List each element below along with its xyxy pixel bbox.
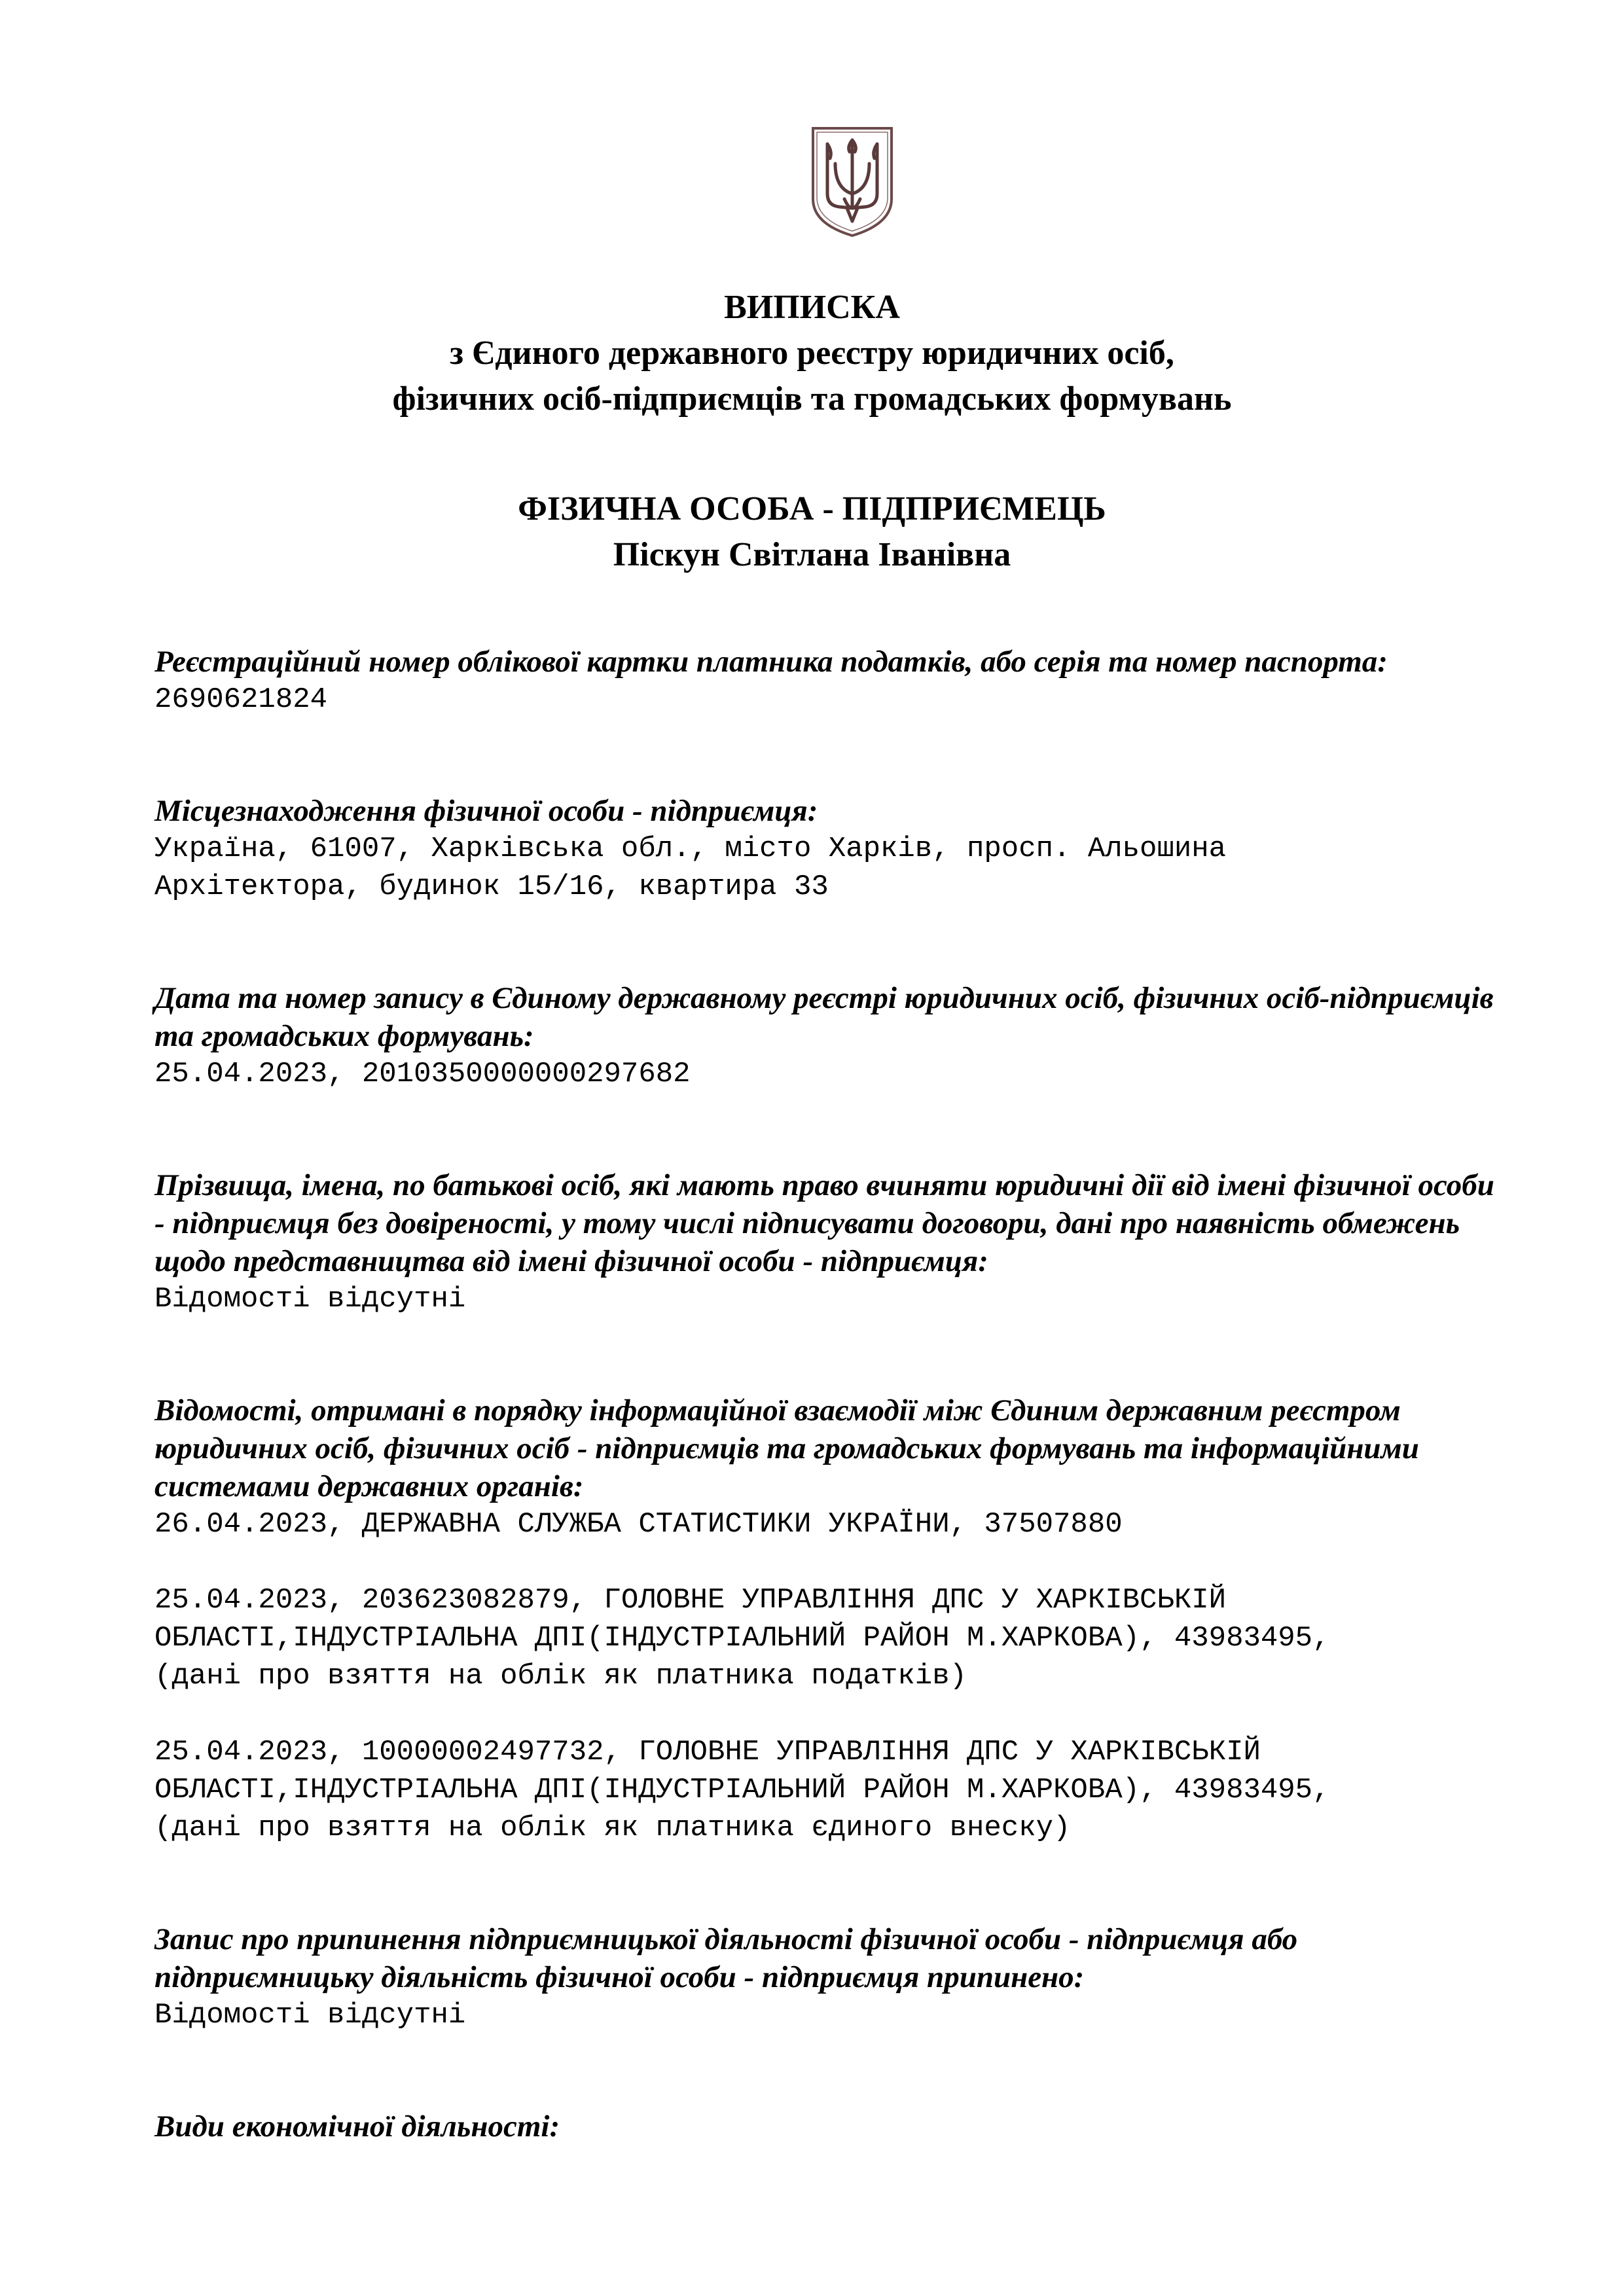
- interaction-entry: 25.04.2023, 10000002497732, ГОЛОВНЕ УПРАВЛІННЯ ДПС У ХАРКІВСЬКІЙ ОБЛАСТІ,ІНДУСТРІАЛЬНА ДПІ(ІНДУСТРІАЛЬНИЙ РАЙОН М.ХАРКОВА), 43983495, (дані про взяття на облік як платника єдиного внеску): [154, 1736, 1330, 1844]
- document-subtitle-line-2: фізичних осіб-підприємців та громадських формувань: [392, 380, 1232, 418]
- trident-coat-of-arms-icon: [810, 126, 894, 238]
- termination-value: Відомості відсутні: [154, 1999, 466, 2032]
- section-location: [154, 792, 1503, 906]
- record-date-value: 25.04.2023, 2010350000000297682: [154, 1058, 691, 1090]
- section-label: Місцезнаходження фізичної особи - підприємця:: [154, 794, 818, 828]
- location-value: Україна, 61007, Харківська обл., місто Харків, просп. Альошина Архітектора, будинок 15/16, квартира 33: [154, 833, 1227, 903]
- section-termination: [154, 1920, 1503, 2034]
- section-label: Дата та номер запису в Єдиному державному реєстрі юридичних осіб, фізичних осіб-підприємців та громадських формувань:: [154, 981, 1494, 1053]
- representatives-value: Відомості відсутні: [154, 1283, 466, 1316]
- section-label: Види економічної діяльності:: [154, 2109, 560, 2144]
- section-record-date: [154, 979, 1503, 1093]
- entity-type-heading: ФІЗИЧНА ОСОБА - ПІДПРИЄМЕЦЬ: [518, 490, 1106, 528]
- section-interaction-info: [154, 1391, 1503, 1847]
- section-label: Прізвища, імена, по батькові осіб, які мають право вчиняти юридичні дії від імені фізичної особи - підприємця без довіреності, у тому числі підписувати договори, дані про наявність обмежень щодо представництва від імені фізичної особи - підприємця:: [154, 1168, 1494, 1278]
- section-label: Реєстраційний номер облікової картки платника податків, або серія та номер паспорта:: [154, 645, 1388, 679]
- entity-name-heading: Піскун Світлана Іванівна: [613, 536, 1011, 573]
- tax-number-value: 2690621824: [154, 683, 328, 716]
- interaction-entry: 25.04.2023, 203623082879, ГОЛОВНЕ УПРАВЛІННЯ ДПС У ХАРКІВСЬКІЙ ОБЛАСТІ,ІНДУСТРІАЛЬНА ДПІ(ІНДУСТРІАЛЬНИЙ РАЙОН М.ХАРКОВА), 43983495, (дані про взяття на облік як платника податків): [154, 1584, 1330, 1693]
- section-activities: [154, 2108, 1503, 2145]
- document-subtitle-line-1: з Єдиного державного реєстру юридичних осіб,: [450, 334, 1174, 372]
- interaction-entry: 26.04.2023, ДЕРЖАВНА СЛУЖБА СТАТИСТИКИ УКРАЇНИ, 37507880: [154, 1508, 1123, 1541]
- section-representatives: [154, 1166, 1503, 1318]
- document-body: [154, 643, 1503, 2219]
- section-tax-number: [154, 643, 1503, 719]
- document-title: ВИПИСКА: [724, 289, 900, 326]
- section-label: Запис про припинення підприємницької діяльності фізичної особи - підприємця або підприємницьку діяльність фізичної особи - підприємця припинено:: [154, 1922, 1298, 1994]
- section-label: Відомості, отримані в порядку інформаційної взаємодії між Єдиним державним реєстром юридичних осіб, фізичних осіб - підприємців та громадських формувань та інформаційними системами державних органів:: [154, 1393, 1419, 1503]
